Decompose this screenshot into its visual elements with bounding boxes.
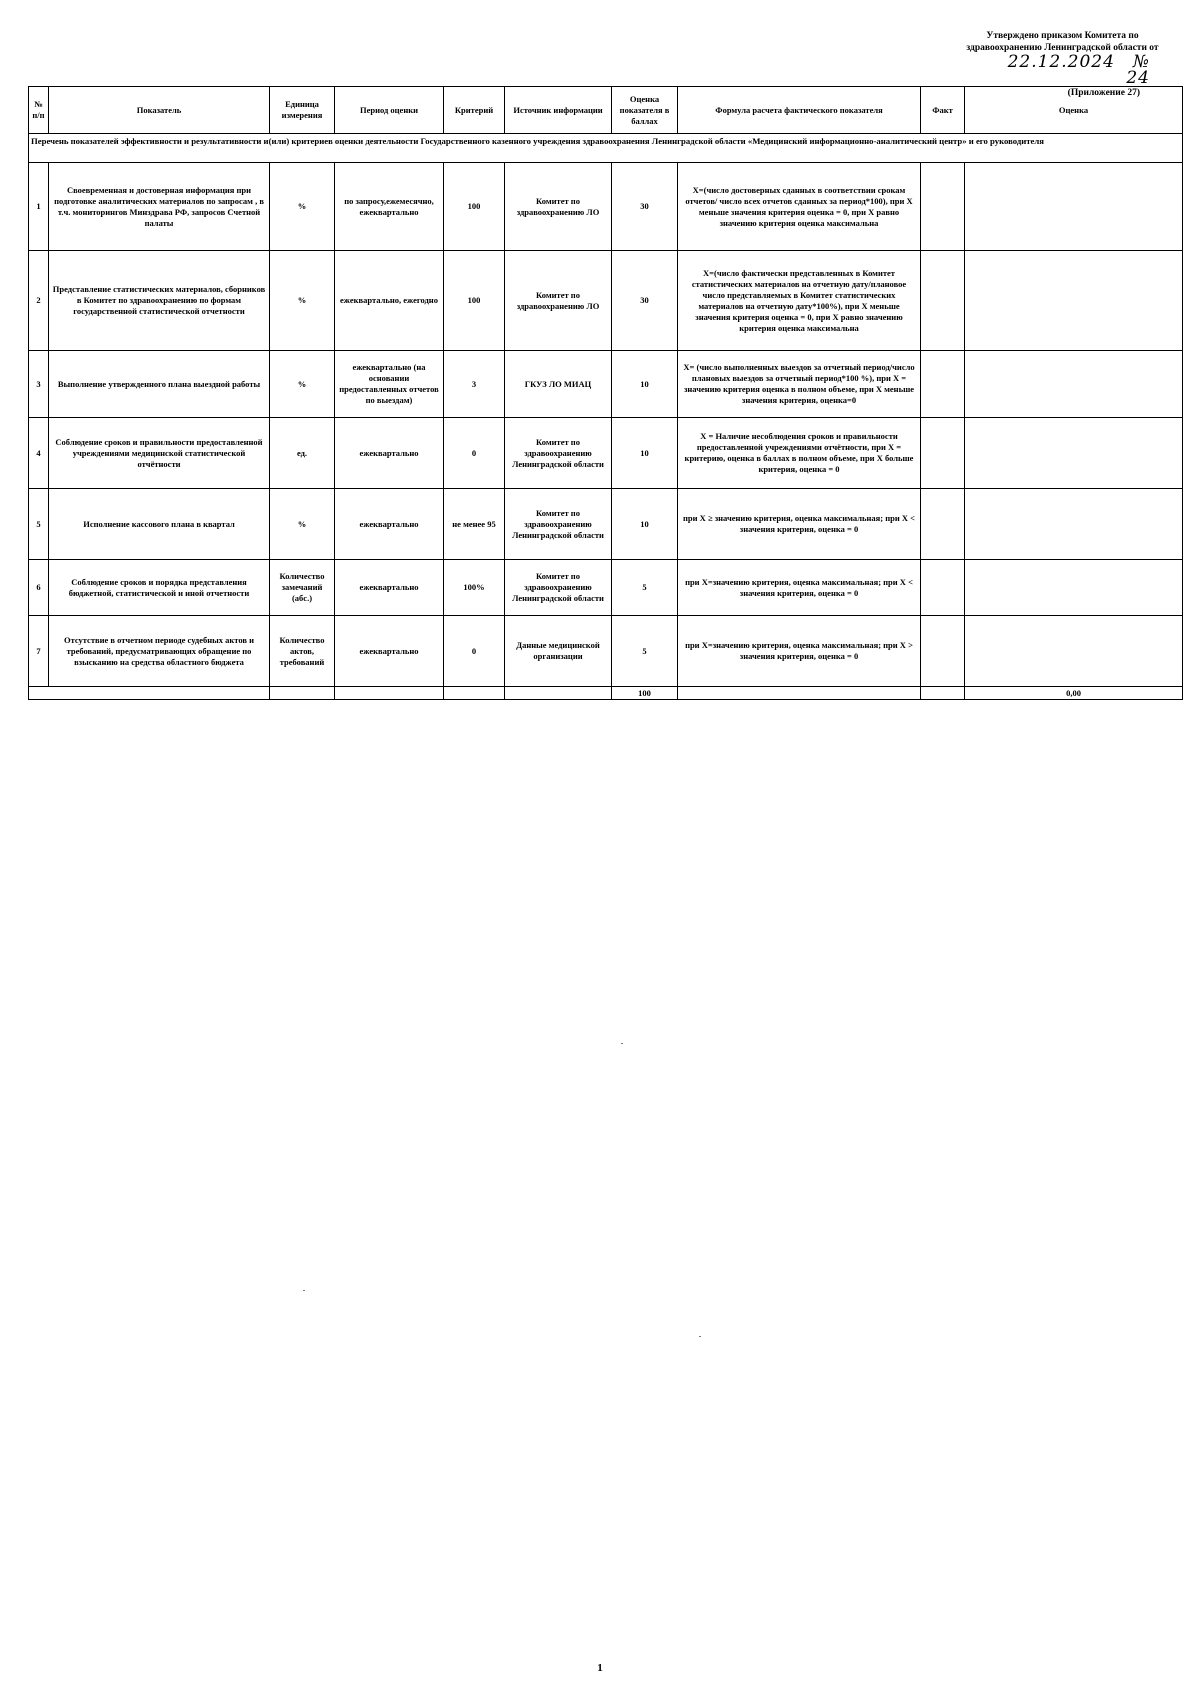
cell-period: по запросу,ежемесячно, ежеквартально (335, 163, 444, 251)
cell-period: ежеквартально (на основании предоставленных отчетов по выездам) (335, 351, 444, 418)
totals-row (29, 687, 1183, 700)
indicators-table (28, 86, 1183, 700)
cell-criterion: 100 (444, 163, 505, 251)
cell-source: Комитет по здравоохранению Ленинградской области (505, 418, 612, 489)
cell-unit: Количество актов, требований (270, 616, 335, 687)
handwritten-number: № 24 (1126, 52, 1150, 88)
totals-empty-source (505, 687, 612, 700)
cell-period: ежеквартально (335, 489, 444, 560)
cell-unit: Количество замечаний (абс.) (270, 560, 335, 616)
totals-empty-fact (921, 687, 965, 700)
cell-fact (921, 560, 965, 616)
header-unit: Единица измерения (270, 87, 335, 134)
cell-rating (965, 163, 1183, 251)
totals-empty-1 (29, 687, 270, 700)
approval-line-1: Утверждено приказом Комитета по (986, 31, 1139, 41)
cell-unit: % (270, 351, 335, 418)
cell-period: ежеквартально (335, 560, 444, 616)
cell-period: ежеквартально, ежегодно (335, 251, 444, 351)
cell-num: 3 (29, 351, 49, 418)
cell-num: 2 (29, 251, 49, 351)
cell-rating (965, 251, 1183, 351)
cell-fact (921, 489, 965, 560)
table-row (29, 251, 1183, 351)
cell-source: Комитет по здравоохранению Ленинградской области (505, 560, 612, 616)
cell-criterion: 3 (444, 351, 505, 418)
handwritten-date-number (983, 54, 1164, 87)
cell-indicator: Своевременная и достоверная информация при подготовке аналитических материалов по запросам , в т.ч. мониторингов Минздрава РФ, запросов Счетной палаты (49, 163, 270, 251)
cell-formula: при Х=значению критерия, оценка максимальная; при Х > значения критерия, оценка = 0 (678, 616, 921, 687)
totals-empty-period (335, 687, 444, 700)
cell-source: Комитет по здравоохранению ЛО (505, 251, 612, 351)
cell-score: 30 (612, 163, 678, 251)
header-formula: Формула расчета фактического показателя (678, 87, 921, 134)
table-caption: Перечень показателей эффективности и результативности и(или) критериев оценки деятельности Государственного казенного учреждения здравоохранения Ленинградской области «Медицинский информационно-аналитический центр» и его руководителя (29, 134, 1183, 163)
cell-formula: при Х=значению критерия, оценка максимальная; при Х < значения критерия, оценка = 0 (678, 560, 921, 616)
header-criterion: Критерий (444, 87, 505, 134)
cell-criterion: 100% (444, 560, 505, 616)
appendix-label: (Приложение 27) (1067, 88, 1140, 98)
cell-formula: Х=(число достоверных сданных в соответствии срокам отчетов/ число всех отчетов сданных за период*100), при Х меньше значения критерия оценка = 0, при Х равно значению критерия оценка максимальна (678, 163, 921, 251)
totals-score: 100 (612, 687, 678, 700)
cell-formula: Х=(число фактически представленных в Комитет статистических материалов на отчетную дату/плановое число представляемых в Комитет статистических материалов на отчетную дату*100%), при Х меньше значения критерия оценка = 0, при Х равно значению критерия оценка максимальна (678, 251, 921, 351)
cell-rating (965, 418, 1183, 489)
cell-score: 5 (612, 560, 678, 616)
cell-indicator: Исполнение кассового плана в квартал (49, 489, 270, 560)
cell-source: ГКУЗ ЛО МИАЦ (505, 351, 612, 418)
table-row (29, 163, 1183, 251)
cell-score: 10 (612, 351, 678, 418)
cell-unit: ед. (270, 418, 335, 489)
table-row (29, 560, 1183, 616)
cell-indicator: Выполнение утвержденного плана выездной работы (49, 351, 270, 418)
cell-criterion: не менее 95 (444, 489, 505, 560)
header-period: Период оценки (335, 87, 444, 134)
cell-rating (965, 560, 1183, 616)
header-score: Оценка показателя в баллах (612, 87, 678, 134)
cell-source: Комитет по здравоохранению Ленинградской области (505, 489, 612, 560)
header-fact: Факт (921, 87, 965, 134)
cell-score: 5 (612, 616, 678, 687)
approval-line-2: здравоохранению Ленинградской области от (966, 43, 1159, 53)
cell-num: 4 (29, 418, 49, 489)
table-row (29, 418, 1183, 489)
totals-empty-criterion (444, 687, 505, 700)
table-row (29, 351, 1183, 418)
cell-num: 7 (29, 616, 49, 687)
cell-rating (965, 489, 1183, 560)
table-header-row (29, 87, 1183, 134)
cell-fact (921, 616, 965, 687)
table-caption-row (29, 134, 1183, 163)
scan-speck (621, 1043, 623, 1044)
totals-empty-unit (270, 687, 335, 700)
cell-formula: Х = Наличие несоблюдения сроков и правильности предоставленной учреждениями отчётности, при Х = критерию, оценка в баллах в полном объеме, при Х больше критерия, оценка = 0 (678, 418, 921, 489)
cell-unit: % (270, 163, 335, 251)
indicators-table-container (28, 86, 1182, 700)
header-indicator: Показатель (49, 87, 270, 134)
cell-fact (921, 163, 965, 251)
scan-speck (699, 1336, 701, 1337)
cell-fact (921, 418, 965, 489)
cell-num: 6 (29, 560, 49, 616)
cell-fact (921, 251, 965, 351)
cell-formula: Х= (число выполненных выездов за отчетный период/число плановых выездов за отчетный период*100 %), при Х = значению критерия оценка в полном объеме, при Х меньше значения критерия, оценка=0 (678, 351, 921, 418)
cell-fact (921, 351, 965, 418)
cell-num: 5 (29, 489, 49, 560)
cell-period: ежеквартально (335, 616, 444, 687)
cell-rating (965, 351, 1183, 418)
cell-unit: % (270, 251, 335, 351)
cell-criterion: 0 (444, 616, 505, 687)
cell-score: 30 (612, 251, 678, 351)
table-row (29, 489, 1183, 560)
cell-unit: % (270, 489, 335, 560)
header-source: Источник информации (505, 87, 612, 134)
table-row (29, 616, 1183, 687)
totals-empty-formula (678, 687, 921, 700)
cell-source: Данные медицинской организации (505, 616, 612, 687)
cell-indicator: Соблюдение сроков и порядка представления бюджетной, статистической и иной отчетности (49, 560, 270, 616)
cell-num: 1 (29, 163, 49, 251)
handwritten-date: 22.12.2024 (1007, 52, 1115, 72)
cell-indicator: Соблюдение сроков и правильности предоставленной учреждениями медицинской статистической отчётности (49, 418, 270, 489)
header-num: № п/п (29, 87, 49, 134)
header-rating: Оценка (965, 87, 1183, 134)
totals-rating: 0,00 (965, 687, 1183, 700)
cell-rating (965, 616, 1183, 687)
cell-source: Комитет по здравоохранению ЛО (505, 163, 612, 251)
cell-indicator: Отсутствие в отчетном периоде судебных актов и требований, предусматривающих обращение по взысканию на средства областного бюджета (49, 616, 270, 687)
scan-speck (303, 1290, 305, 1291)
cell-indicator: Представление статистических материалов, сборников в Комитет по здравоохранению по формам государственной статистической отчетности (49, 251, 270, 351)
page-number: 1 (597, 1662, 603, 1674)
cell-criterion: 100 (444, 251, 505, 351)
cell-criterion: 0 (444, 418, 505, 489)
cell-score: 10 (612, 489, 678, 560)
cell-formula: при Х ≥ значению критерия, оценка максимальная; при Х < значения критерия, оценка = 0 (678, 489, 921, 560)
cell-period: ежеквартально (335, 418, 444, 489)
cell-score: 10 (612, 418, 678, 489)
